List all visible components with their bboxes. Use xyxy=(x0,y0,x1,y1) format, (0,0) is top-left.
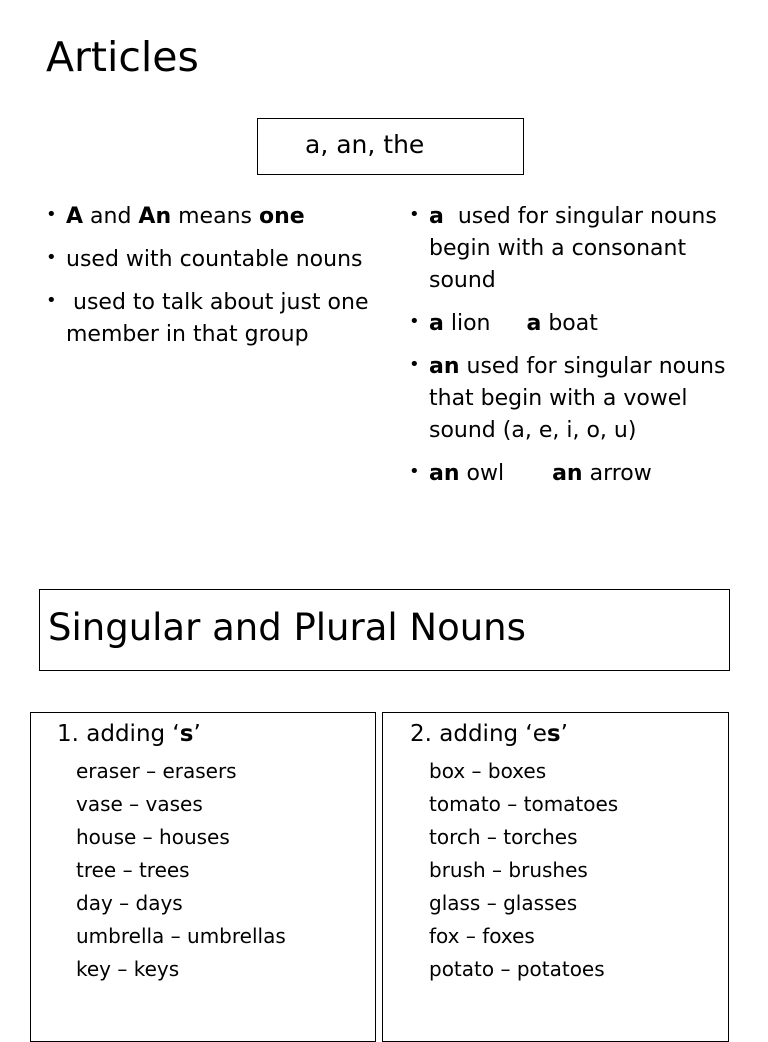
bullet-item xyxy=(46,244,376,276)
text: boat xyxy=(541,311,598,336)
bold-word: a xyxy=(429,204,444,229)
list-item: tomato – tomatoes xyxy=(429,792,619,816)
subtitle: a, an, the xyxy=(305,130,425,159)
list-item: box – boxes xyxy=(429,759,547,783)
bold-word: a xyxy=(526,311,542,336)
bullet-item xyxy=(46,287,376,351)
column-heading xyxy=(57,719,201,749)
list-item: tree – trees xyxy=(76,858,190,882)
right-bullet-list xyxy=(409,201,754,501)
text: arrow xyxy=(582,461,652,486)
bold-word: an xyxy=(429,461,460,486)
adding-es-box xyxy=(382,712,729,1042)
page-title: Articles xyxy=(46,33,199,81)
heading-bold: s xyxy=(179,721,194,747)
list-item: torch – torches xyxy=(429,825,578,849)
list-item: day – days xyxy=(76,891,183,915)
list-item: potato – potatoes xyxy=(429,957,605,981)
subtitle-box xyxy=(257,118,524,175)
bullet-item xyxy=(409,308,754,340)
word-list xyxy=(429,755,618,986)
section-title: Singular and Plural Nouns xyxy=(48,606,526,649)
bullet-item xyxy=(409,458,754,490)
bullet-item xyxy=(46,201,376,233)
text: used to talk about just one member in that group xyxy=(66,290,376,347)
list-item: fox – foxes xyxy=(429,924,535,948)
heading-text: ’ xyxy=(560,721,568,747)
text: lion xyxy=(443,311,491,336)
list-item: glass – glasses xyxy=(429,891,578,915)
word-list xyxy=(76,755,286,986)
text: used for singular nouns that begin with a vowel sound (a, e, i, o, u) xyxy=(429,354,726,443)
list-item: vase – vases xyxy=(76,792,203,816)
list-item: key – keys xyxy=(76,957,180,981)
list-item: brush – brushes xyxy=(429,858,588,882)
text: used with countable nouns xyxy=(66,247,363,272)
heading-text: 1. adding ‘ xyxy=(57,721,180,747)
bold-word: An xyxy=(138,204,172,229)
column-heading xyxy=(410,719,568,749)
bold-word: an xyxy=(429,354,460,379)
bold-word: an xyxy=(552,461,583,486)
text: means xyxy=(171,204,259,229)
list-item: umbrella – umbrellas xyxy=(76,924,286,948)
bold-word: A xyxy=(66,204,84,229)
heading-text: ’ xyxy=(193,721,201,747)
section-title-box xyxy=(39,589,730,671)
text: used for singular nouns begin with a consonant sound xyxy=(429,204,724,293)
bullet-item xyxy=(409,351,754,447)
adding-s-box xyxy=(30,712,376,1042)
heading-text: 2. adding ‘e xyxy=(410,721,547,747)
heading-bold: s xyxy=(546,721,561,747)
bold-word: a xyxy=(429,311,444,336)
bold-word: one xyxy=(258,204,305,229)
text: and xyxy=(83,204,139,229)
left-bullet-list xyxy=(46,201,376,362)
bullet-item xyxy=(409,201,754,297)
list-item: house – houses xyxy=(76,825,230,849)
list-item: eraser – erasers xyxy=(76,759,237,783)
text: owl xyxy=(459,461,505,486)
